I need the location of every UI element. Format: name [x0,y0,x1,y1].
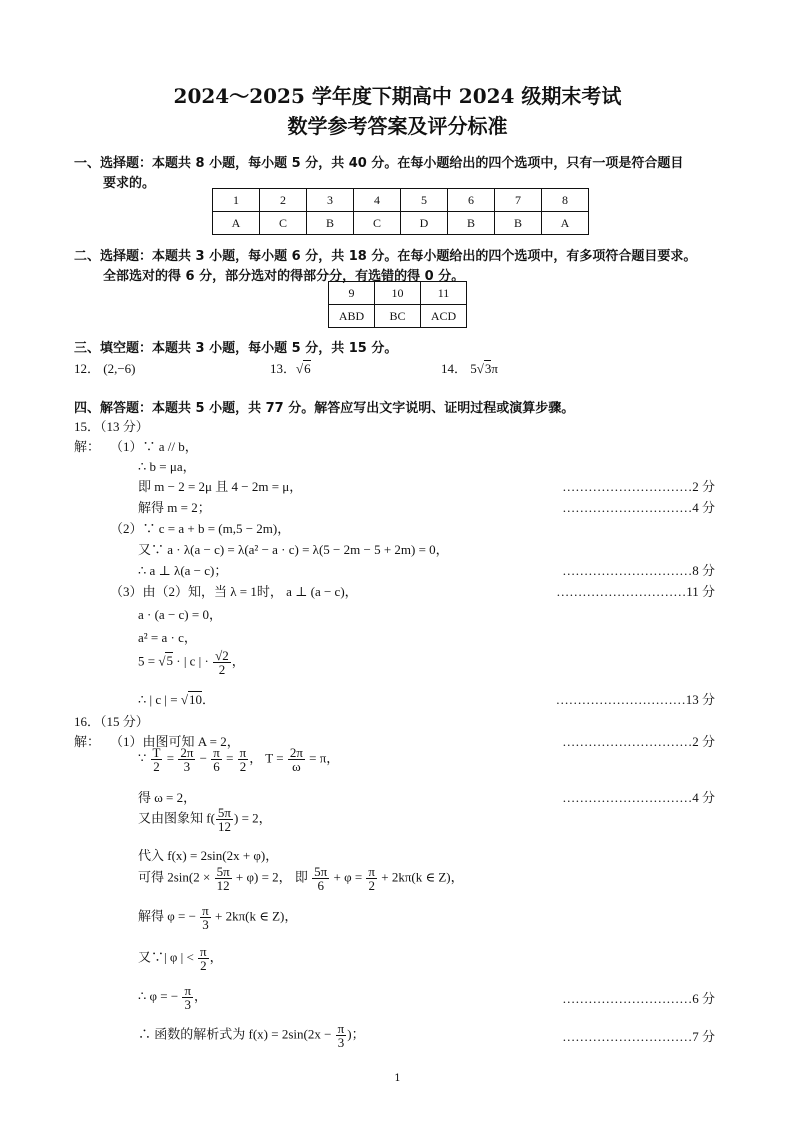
q16-header: 16．（15 分） [74,714,149,729]
fraction-numerator: 2π [180,745,194,760]
math-text: 解得 φ = − [138,908,200,924]
fraction-numerator: √2 [215,648,229,663]
answer-13-value: 6 [304,361,311,376]
fraction [288,746,305,773]
table-cell: C [260,212,307,235]
table-cell: D [401,212,448,235]
q15-line: a² = a · c， [138,630,197,645]
math-text: ∴ 函数的解析式为 f(x) = 2sin(2x − [138,1026,335,1042]
q16-line: 得 ω = 2， [138,790,197,805]
q16-line [138,806,272,833]
table-cell: 9 [329,282,375,305]
q16-line: 代入 f(x) = 2sin(2x + φ)， [138,848,279,863]
q15-line: ∴ b = μa， [138,459,196,474]
math-text: 可得 2sin(2 × [138,869,214,885]
fraction-numerator: π [213,745,220,760]
q16-line [138,904,297,931]
math-text: − [196,750,211,766]
score-marker: …………………………2 分 [562,479,715,494]
table-cell: 3 [307,189,354,212]
section-3-text: 三、填空题：本题共 3 小题，每小题 5 分，共 15 分。 [74,341,398,356]
math-text: ， T = [249,750,287,766]
fraction [211,746,222,773]
answer-14: 14． 5√3π [441,361,498,376]
fraction-numerator: π [368,864,375,879]
fraction-denominator: 3 [337,1035,345,1050]
q16-line [138,945,223,972]
q15-line: 5 = √5 · | c | · $\frac{√2}{2}$ ， [138,648,245,677]
table-cell: 8 [542,189,589,212]
q15-line: （1）∵ a // b， [110,439,198,454]
fraction-numerator: 2π [289,745,303,760]
math-text: ． [201,692,215,707]
math-text: ) = 2， [234,810,272,826]
fraction-denominator: 3 [183,759,191,774]
table-cell: 2 [260,189,307,212]
fraction-numerator: 5π [216,864,230,879]
fraction-denominator: 2 [218,662,226,677]
table-row [213,212,589,235]
score-marker: …………………………6 分 [562,991,715,1006]
math-text: ， [194,988,208,1004]
q16-line: （1）由图可知 A = 2， [110,734,240,749]
section-2-text: 二、选择题：本题共 3 小题，每小题 6 分，共 18 分。在每小题给出的四个选项中，有多项符合题目要求。 [74,249,697,264]
fraction [182,984,193,1011]
fraction [366,865,377,892]
math-text: )； [347,1026,365,1042]
answer-12-label: 12． [74,361,101,376]
fraction-numerator: 5π [314,864,328,879]
score-marker: …………………………2 分 [562,734,715,749]
fraction [213,649,231,676]
q15-line: 解得 m = 2； [138,500,211,515]
fraction [215,865,232,892]
table-cell: 6 [448,189,495,212]
fraction-denominator: 12 [216,878,230,893]
table-cell: B [448,212,495,235]
score-marker: …………………………4 分 [562,500,715,515]
fraction-numerator: π [239,745,247,760]
math-text: = π， [305,750,340,766]
choice-answer-table [212,188,589,235]
fraction-denominator: 2 [239,759,247,774]
score-marker: …………………………8 分 [562,563,715,578]
page-number: 1 [394,1073,401,1084]
fraction-numerator: T [152,745,161,760]
fraction [238,746,249,773]
fraction-denominator: 2 [153,759,160,774]
math-text: + 2kπ(k ∈ Z)， [211,908,298,924]
table-cell: 1 [213,189,260,212]
math-text: ， [231,653,245,669]
score-marker: …………………………7 分 [562,1029,715,1044]
math-text: + φ) = 2， 即 [232,869,312,885]
table-cell: ABD [329,305,375,328]
table-row [329,305,467,328]
fraction-numerator: π [202,903,209,918]
table-cell: ACD [421,305,467,328]
score-marker: …………………………4 分 [562,790,715,805]
q15-line: ∴ a ⊥ λ(a − c)； [138,563,228,578]
math-text: + φ = [330,869,366,885]
fraction-denominator: 12 [217,819,231,834]
fraction-denominator: 3 [184,997,191,1012]
table-cell: BC [375,305,421,328]
table-cell: 10 [375,282,421,305]
table-cell: 4 [354,189,401,212]
q15-line: 又∵ a · λ(a − c) = λ(a² − a · c) = λ(5 − 2m − 5 + 2m) = 0， [138,542,449,557]
answer-13-label: 13． [270,361,297,376]
math-text: ， [209,949,223,965]
fraction [216,806,233,833]
score-marker: …………………………13 分 [555,692,715,707]
answer-12-value: (2,−6) [103,361,136,376]
fraction-numerator: π [200,944,207,959]
section-1-text: 一、选择题：本题共 8 小题，每小题 5 分，共 40 分。在每小题给出的四个选项中，只有一项是符合题目 [74,156,684,171]
answer-13: 13．√6 [270,361,311,376]
answer-14-root: 3 [484,361,492,376]
section-1-text-cont: 要求的。 [103,176,156,191]
math-root: 5 [166,653,173,669]
answer-14-post: π [491,361,498,376]
math-text: = [222,750,237,766]
q16-line [138,746,339,773]
q15-line: （2）∵ c = a + b = (m,5 − 2m)， [110,521,291,536]
table-cell: A [213,212,260,235]
fraction [200,904,211,931]
math-text: ∵ [138,750,150,766]
q15-solution-label: 解： [74,439,101,454]
fraction [336,1022,347,1049]
math-text: 又∵| φ | < [138,949,198,965]
q16-solution-label: 解： [74,734,101,749]
fraction-denominator: 2 [200,958,207,973]
math-text: 又由图象知 f( [138,810,215,826]
fraction [198,945,209,972]
answer-14-pre: 5 [470,361,477,376]
table-cell: 11 [421,282,467,305]
q16-line [138,865,464,892]
fraction-numerator: π [184,983,192,998]
answer-14-label: 14． [441,361,468,376]
score-marker: …………………………11 分 [556,584,715,599]
q16-line [138,984,207,1011]
fraction [151,746,163,773]
table-cell: 5 [401,189,448,212]
q15-line: ∴ | c | = √10． [138,692,215,707]
q15-line: a · (a − c) = 0， [138,607,222,622]
q15-line: 即 m − 2 = 2μ 且 4 − 2m = μ， [138,479,303,494]
fraction-denominator: ω [292,759,301,774]
answer-12 [74,358,136,377]
multi-choice-answer-table [328,281,467,328]
fraction-denominator: 6 [317,878,324,893]
table-row [329,282,467,305]
section-4-text: 四、解答题：本题共 5 小题，共 77 分。解答应写出文字说明、证明过程或演算步骤。 [74,401,575,416]
section-2-text-cont: 全部选对的得 6 分，部分选对的得部分分，有选错的得 0 分。 [103,269,465,284]
fraction [178,746,195,773]
fraction-denominator: 3 [202,917,209,932]
fraction-denominator: 2 [368,878,375,893]
table-cell: 7 [495,189,542,212]
math-text: · | c | · [172,653,213,669]
fraction-numerator: π [337,1021,345,1036]
fraction-numerator: 5π [217,805,231,820]
table-cell: B [495,212,542,235]
math-text: + 2kπ(k ∈ Z)， [378,869,464,885]
math-text: ∴ | c | = [138,692,181,707]
math-text: ∴ φ = − [138,988,182,1004]
table-cell: A [542,212,589,235]
q15-line: （3）由（2）知，当 λ = 1时， a ⊥ (a − c)， [110,584,358,599]
table-cell: B [307,212,354,235]
fraction [312,865,329,892]
math-root: 10 [188,692,202,707]
table-cell: C [354,212,401,235]
exam-subtitle: 数学参考答案及评分标准 [287,114,508,138]
q15-header: 15．（13 分） [74,419,149,434]
exam-title: 2024～2025 学年度下期高中 2024 级期末考试 [173,84,622,108]
math-text: 5 = [138,653,159,669]
q16-line [138,1022,365,1049]
fraction-denominator: 6 [213,759,220,774]
math-text: = [163,750,178,766]
table-row [213,189,589,212]
